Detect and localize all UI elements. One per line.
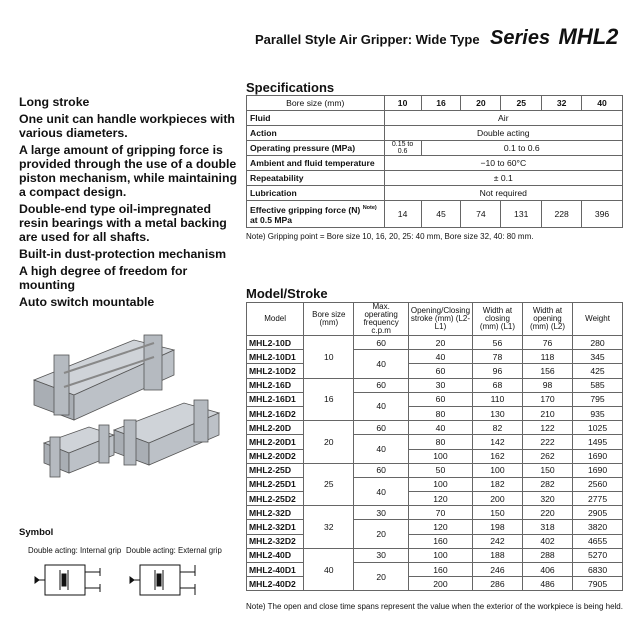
closing-width-cell: 246: [473, 563, 523, 577]
closing-width-cell: 142: [473, 435, 523, 449]
model-cell: MHL2-20D: [247, 421, 304, 435]
closing-width-cell: 96: [473, 364, 523, 378]
col-width-opening: Width at opening (mm) (L2): [522, 303, 572, 336]
stroke-cell: 100: [408, 477, 472, 491]
bore-col: 25: [501, 96, 542, 111]
model-cell: MHL2-40D: [247, 548, 304, 562]
gripper-small-image: [114, 400, 219, 465]
closing-width-cell: 82: [473, 421, 523, 435]
external-grip-symbol: [130, 565, 195, 595]
opening-width-cell: 98: [522, 378, 572, 392]
internal-grip-symbol: [35, 565, 100, 595]
table-row: [247, 534, 623, 548]
spec-row-pressure: [247, 141, 623, 156]
bore-cell: 40: [304, 548, 354, 591]
spec-value: Not required: [384, 186, 622, 201]
col-model: Model: [247, 303, 304, 336]
col-bore: Bore size (mm): [304, 303, 354, 336]
opening-width-cell: 156: [522, 364, 572, 378]
opening-width-cell: 220: [522, 506, 572, 520]
table-row: [247, 492, 623, 506]
frequency-cell: 60: [354, 421, 408, 435]
opening-width-cell: 406: [522, 563, 572, 577]
feature-item: A high degree of freedom for mounting: [19, 264, 188, 292]
bore-cell: 25: [304, 463, 354, 506]
model-cell: MHL2-16D1: [247, 392, 304, 406]
table-row: [247, 548, 623, 562]
closing-width-cell: 242: [473, 534, 523, 548]
series-word: Series: [490, 27, 551, 49]
opening-width-cell: 282: [522, 477, 572, 491]
weight-cell: 4655: [573, 534, 623, 548]
gripper-large-image: [34, 335, 174, 420]
table-row: [247, 449, 623, 463]
spec-row-lubrication: [247, 186, 623, 201]
spec-label: Action: [247, 126, 385, 141]
closing-width-cell: 100: [473, 463, 523, 477]
opening-width-cell: 222: [522, 435, 572, 449]
stroke-cell: 160: [408, 534, 472, 548]
model-cell: MHL2-10D: [247, 336, 304, 350]
specifications-title: Specifications: [246, 80, 335, 95]
spec-row-fluid: [247, 111, 623, 126]
weight-cell: 2775: [573, 492, 623, 506]
table-row: [247, 378, 623, 392]
frequency-cell: 30: [354, 548, 408, 562]
spec-value: Air: [384, 111, 622, 126]
frequency-cell: 20: [354, 520, 408, 548]
stroke-cell: 160: [408, 563, 472, 577]
force-label-line1: Effective gripping force (N): [250, 204, 361, 215]
opening-width-cell: 210: [522, 406, 572, 420]
weight-cell: 5270: [573, 548, 623, 562]
col-stroke: Opening/Closing stroke (mm) (L2-L1): [408, 303, 472, 336]
model-cell: MHL2-16D2: [247, 406, 304, 420]
opening-width-cell: 122: [522, 421, 572, 435]
bore-col: 20: [461, 96, 501, 111]
force-value: 45: [421, 201, 461, 228]
weight-cell: 6830: [573, 563, 623, 577]
feature-item: A large amount of gripping force is provided through the use of a double piston mechanism, while maintaining a compact design.: [19, 143, 237, 199]
frequency-cell: 30: [354, 506, 408, 520]
bore-col: 16: [421, 96, 461, 111]
frequency-cell: 20: [354, 563, 408, 591]
model-cell: MHL2-32D: [247, 506, 304, 520]
spec-value: Double acting: [384, 126, 622, 141]
frequency-cell: 60: [354, 336, 408, 350]
bore-cell: 16: [304, 378, 354, 421]
weight-cell: 935: [573, 406, 623, 420]
force-value: 228: [542, 201, 582, 228]
spec-label: Repeatability: [247, 171, 385, 186]
stroke-cell: 60: [408, 364, 472, 378]
table-row: [247, 477, 623, 491]
opening-width-cell: 486: [522, 577, 572, 591]
model-cell: MHL2-25D1: [247, 477, 304, 491]
closing-width-cell: 68: [473, 378, 523, 392]
stroke-cell: 30: [408, 378, 472, 392]
force-value: 396: [582, 201, 623, 228]
opening-width-cell: 262: [522, 449, 572, 463]
weight-cell: 3820: [573, 520, 623, 534]
opening-width-cell: 288: [522, 548, 572, 562]
force-value: 14: [384, 201, 421, 228]
spec-label: Fluid: [247, 111, 385, 126]
feature-list: [19, 95, 241, 312]
bore-cell: 32: [304, 506, 354, 549]
stroke-cell: 40: [408, 421, 472, 435]
weight-cell: 7905: [573, 577, 623, 591]
stroke-cell: 60: [408, 392, 472, 406]
opening-width-cell: 320: [522, 492, 572, 506]
spec-value: ± 0.1: [384, 171, 622, 186]
stroke-cell: 80: [408, 406, 472, 420]
symbol-title: Symbol: [19, 527, 54, 538]
col-width-closing: Width at closing (mm) (L1): [473, 303, 523, 336]
bore-col: 10: [384, 96, 421, 111]
weight-cell: 425: [573, 364, 623, 378]
model-header-row: [247, 303, 623, 336]
weight-cell: 1495: [573, 435, 623, 449]
gripper-illustration: [14, 325, 224, 510]
product-subtitle: Parallel Style Air Gripper: Wide Type: [255, 32, 480, 47]
closing-width-cell: 78: [473, 350, 523, 364]
opening-width-cell: 76: [522, 336, 572, 350]
col-weight: Weight: [573, 303, 623, 336]
symbol-internal-label: Double acting: Internal grip: [28, 546, 122, 555]
weight-cell: 2905: [573, 506, 623, 520]
spec-row-repeatability: [247, 171, 623, 186]
table-row: [247, 563, 623, 577]
table-row: [247, 364, 623, 378]
feature-item: One unit can handle workpieces with various diameters.: [19, 112, 235, 140]
feature-item: Built-in dust-protection mechanism: [19, 247, 227, 261]
opening-width-cell: 150: [522, 463, 572, 477]
table-row: [247, 350, 623, 364]
spec-label: [247, 201, 385, 228]
weight-cell: 585: [573, 378, 623, 392]
frequency-cell: 40: [354, 350, 408, 378]
stroke-cell: 200: [408, 577, 472, 591]
feature-item: Double-end type oil-impregnated resin bearings with a metal backing are used for all shafts.: [19, 202, 227, 244]
closing-width-cell: 110: [473, 392, 523, 406]
opening-width-cell: 402: [522, 534, 572, 548]
closing-width-cell: 130: [473, 406, 523, 420]
spec-value: −10 to 60°C: [384, 156, 622, 171]
weight-cell: 795: [573, 392, 623, 406]
closing-width-cell: 162: [473, 449, 523, 463]
spec-row-force: [247, 201, 623, 228]
page-title: [255, 24, 618, 50]
stroke-cell: 50: [408, 463, 472, 477]
spec-label: Operating pressure (MPa): [247, 141, 385, 156]
table-row: [247, 463, 623, 477]
spec-value: 0.1 to 0.6: [421, 141, 622, 156]
series-name: MHL2: [558, 24, 619, 49]
table-row: [247, 577, 623, 591]
weight-cell: 345: [573, 350, 623, 364]
stroke-cell: 20: [408, 336, 472, 350]
closing-width-cell: 56: [473, 336, 523, 350]
stroke-cell: 100: [408, 449, 472, 463]
opening-width-cell: 118: [522, 350, 572, 364]
col-frequency: Max. operating frequency c.p.m: [354, 303, 408, 336]
closing-width-cell: 200: [473, 492, 523, 506]
spec-label: Lubrication: [247, 186, 385, 201]
spec-label: Ambient and fluid temperature: [247, 156, 385, 171]
weight-cell: 280: [573, 336, 623, 350]
model-cell: MHL2-40D2: [247, 577, 304, 591]
model-cell: MHL2-16D: [247, 378, 304, 392]
model-cell: MHL2-40D1: [247, 563, 304, 577]
bore-col: 40: [582, 96, 623, 111]
weight-cell: 1025: [573, 421, 623, 435]
model-cell: MHL2-25D2: [247, 492, 304, 506]
force-value: 74: [461, 201, 501, 228]
bore-col: 32: [542, 96, 582, 111]
closing-width-cell: 198: [473, 520, 523, 534]
table-row: [247, 520, 623, 534]
weight-cell: 1690: [573, 463, 623, 477]
model-note: Note) The open and close time spans represent the value when the exterior of the workpiece is being held.: [246, 602, 623, 611]
frequency-cell: 40: [354, 477, 408, 505]
table-row: [247, 435, 623, 449]
model-cell: MHL2-25D: [247, 463, 304, 477]
opening-width-cell: 170: [522, 392, 572, 406]
spec-value: 0.15 to 0.6: [384, 141, 421, 156]
frequency-cell: 60: [354, 378, 408, 392]
spec-header-row: [247, 96, 623, 111]
model-table-body: [247, 336, 623, 591]
frequency-cell: 40: [354, 435, 408, 463]
gripper-medium-image: [44, 425, 114, 477]
closing-width-cell: 182: [473, 477, 523, 491]
model-cell: MHL2-20D2: [247, 449, 304, 463]
table-row: [247, 421, 623, 435]
feature-item: Long stroke: [19, 95, 90, 109]
model-stroke-table: [246, 302, 623, 591]
spec-note: Note) Gripping point = Bore size 10, 16, 20, 25: 40 mm, Bore size 32, 40: 80 mm.: [246, 232, 534, 241]
bore-size-label: Bore size (mm): [247, 96, 385, 111]
closing-width-cell: 188: [473, 548, 523, 562]
model-cell: MHL2-20D1: [247, 435, 304, 449]
stroke-cell: 100: [408, 548, 472, 562]
feature-item: Auto switch mountable: [19, 295, 155, 309]
model-cell: MHL2-32D2: [247, 534, 304, 548]
model-cell: MHL2-10D1: [247, 350, 304, 364]
table-row: [247, 506, 623, 520]
stroke-cell: 80: [408, 435, 472, 449]
stroke-cell: 70: [408, 506, 472, 520]
model-cell: MHL2-10D2: [247, 364, 304, 378]
stroke-cell: 40: [408, 350, 472, 364]
table-row: [247, 336, 623, 350]
stroke-cell: 120: [408, 520, 472, 534]
table-row: [247, 392, 623, 406]
force-value: 131: [501, 201, 542, 228]
symbol-diagrams: [30, 560, 230, 605]
bore-cell: 10: [304, 336, 354, 379]
model-stroke-title: Model/Stroke: [246, 286, 328, 301]
frequency-cell: 60: [354, 463, 408, 477]
specifications-table: [246, 95, 623, 228]
weight-cell: 1690: [573, 449, 623, 463]
frequency-cell: 40: [354, 392, 408, 420]
table-row: [247, 406, 623, 420]
stroke-cell: 120: [408, 492, 472, 506]
closing-width-cell: 286: [473, 577, 523, 591]
model-cell: MHL2-32D1: [247, 520, 304, 534]
force-note-sup: Note): [362, 205, 377, 212]
spec-row-action: [247, 126, 623, 141]
weight-cell: 2560: [573, 477, 623, 491]
opening-width-cell: 318: [522, 520, 572, 534]
spec-row-temperature: [247, 156, 623, 171]
symbol-external-label: Double acting: External grip: [126, 546, 222, 555]
closing-width-cell: 150: [473, 506, 523, 520]
bore-cell: 20: [304, 421, 354, 464]
force-label-line2: at 0.5 MPa: [250, 214, 293, 225]
